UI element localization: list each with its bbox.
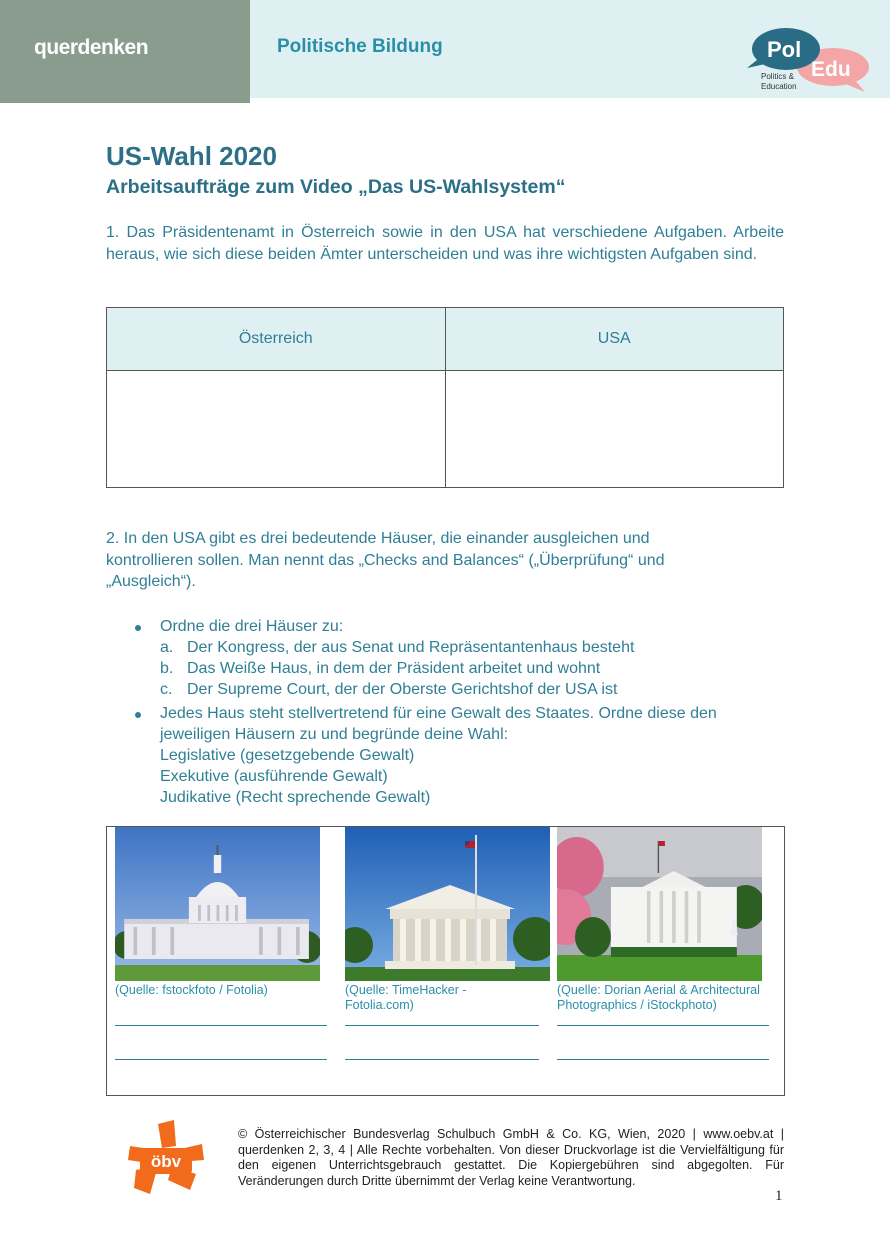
logo-tagline-2: Education [761, 82, 797, 91]
brand-name: querdenken [34, 36, 149, 59]
answer-line[interactable] [345, 1025, 539, 1026]
answer-cell-usa[interactable] [445, 371, 784, 488]
caption-line: (Quelle: fstockfoto / Fotolia) [115, 983, 268, 997]
task-2-line: „Ausgleich“). [106, 573, 196, 590]
list-item-b: Das Weiße Haus, in dem der Präsident arbeitet und wohnt [187, 660, 601, 677]
page-subtitle: Arbeitsaufträge zum Video „Das US-Wahlsystem“ [106, 176, 566, 198]
logo-edu-text: Edu [811, 58, 851, 81]
poledu-logo [745, 26, 871, 94]
oebv-logo [128, 1120, 204, 1200]
page-title: US-Wahl 2020 [106, 141, 277, 171]
caption-line: Fotolia.com) [345, 998, 414, 1012]
subject-title: Politische Bildung [277, 36, 443, 57]
images-box [106, 826, 785, 1096]
answer-line[interactable] [115, 1059, 327, 1060]
caption-line: (Quelle: TimeHacker - [345, 983, 467, 997]
caption-line: (Quelle: Dorian Aerial & Architectural [557, 983, 760, 997]
bullet-2-text [160, 703, 784, 808]
copyright-notice: © Österreichischer Bundesverlag Schulbuch GmbH & Co. KG, Wien, 2020 | www.oebv.at | querdenken 2, 3, 4 | Alle Rechte vorbehalten. Von dieser Druckvorlage ist die Vervielfältigung für den eigenen Unterrichtsgebrauch gestattet. Die Kopiergebühren sind abgegolten. Für Veränderungen durch Dritte übernimmt der Verlag keine Verantwortung. [238, 1127, 784, 1188]
list-item-letter: c. [160, 681, 173, 698]
power-legislative: Legislative (gesetzgebende Gewalt) [160, 747, 415, 764]
answer-line[interactable] [557, 1059, 769, 1060]
logo-pol-text: Pol [767, 37, 802, 62]
answer-cell-austria[interactable] [107, 371, 446, 488]
answer-line[interactable] [345, 1059, 539, 1060]
power-judicative: Judikative (Recht sprechende Gewalt) [160, 789, 431, 806]
bullet-1-text: Ordne die drei Häuser zu: [160, 618, 344, 635]
bullet-dot [135, 712, 141, 718]
bullet-dot [135, 625, 141, 631]
answer-line[interactable] [557, 1025, 769, 1026]
list-item-letter: b. [160, 660, 174, 677]
answer-line[interactable] [115, 1025, 327, 1026]
power-executive: Exekutive (ausführende Gewalt) [160, 768, 388, 785]
task-2-line: kontrollieren sollen. Man nennt das „Checks and Balances“ („Überprüfung“ und [106, 551, 665, 569]
task-1-text: 1. Das Präsidentenamt in Österreich sowie in den USA hat verschiedene Aufgaben. Arbeite heraus, wie sich diese beiden Ämter unterscheiden und was ihre wichtigsten Aufgaben sind. [106, 224, 784, 263]
table-header-austria: Österreich [107, 308, 446, 371]
list-item-letter: a. [160, 639, 174, 656]
comparison-table [106, 307, 784, 488]
table-header-usa: USA [445, 308, 784, 371]
oebv-logo-text: öbv [150, 1152, 182, 1171]
task-2-line: 2. In den USA gibt es drei bedeutende Häuser, die einander ausgleichen und [106, 530, 650, 547]
white-house-image [557, 827, 762, 981]
bullet-2-line: Jedes Haus steht stellvertretend für eine Gewalt des Staates. Ordne diese den [160, 705, 717, 722]
photo-caption [557, 983, 782, 1013]
list-item-a: Der Kongress, der aus Senat und Repräsentantenhaus besteht [187, 639, 635, 656]
page-number: 1 [775, 1188, 783, 1204]
supreme-court-image [345, 827, 550, 981]
list-item-c: Der Supreme Court, der der Oberste Gerichtshof der USA ist [187, 681, 618, 698]
caption-line: Photographics / iStockphoto) [557, 998, 717, 1012]
task-2-text [106, 528, 784, 593]
header-brand-wave [0, 88, 250, 108]
bullet-2-line: jeweiligen Häusern zu und begründe deine Wahl: [160, 726, 509, 743]
logo-tagline-1: Politics & [761, 72, 794, 81]
capitol-image [115, 827, 320, 981]
photo-caption [345, 983, 545, 1013]
photo-caption [115, 983, 325, 998]
